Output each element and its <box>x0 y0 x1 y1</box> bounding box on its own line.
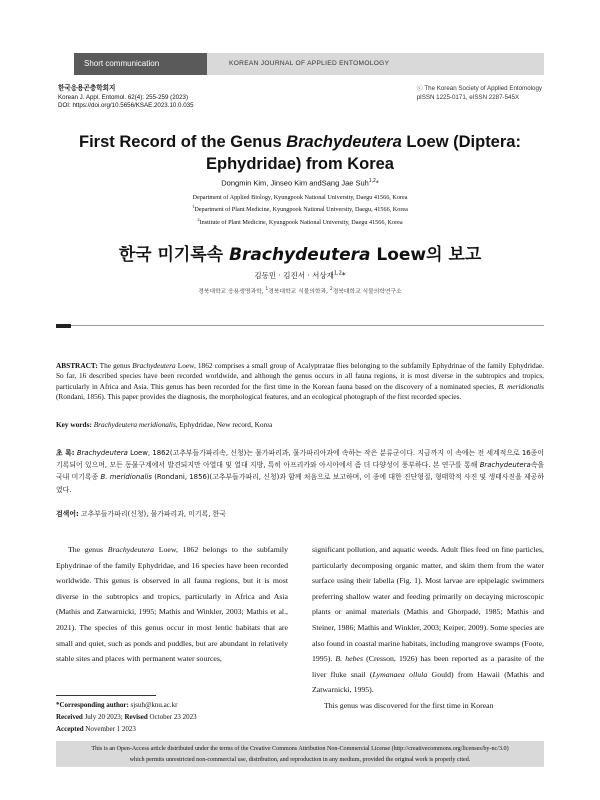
corresponding-author: *Corresponding author: sjsuh@knu.ac.kr <box>56 701 178 709</box>
divider-accent <box>56 324 71 328</box>
accepted-date: Accepted November 1 2023 <box>56 725 136 733</box>
title-genus: Brachydeutera <box>286 133 402 151</box>
korean-affiliations: 경북대학교 응용생명과학, $^1$경북대학교 식물의학과, $^2$경북대학교 식물의학연구소 <box>198 287 402 295</box>
society-block <box>417 85 542 102</box>
section-divider <box>56 325 544 326</box>
affiliation-1: $^1$Department of Plant Medicine, Kyungpook National University, Daegu, 41566, Korea <box>192 204 408 214</box>
paper-title: First Record of the Genus Brachydeutera Loew (Diptera: Ephydridae) from Korea <box>79 133 521 173</box>
korean-title: 한국 미기록속 Brachydeutera Loew의 보고 <box>118 245 482 265</box>
korean-keywords: 검색어: 고추부들가파리(신청), 물가파리과, 미기록, 한국 <box>56 510 226 518</box>
footnotes <box>56 699 197 735</box>
korean-authors: 김동민 · 김진서 · 서상재$^{1,2}$* <box>254 270 346 280</box>
keywords: Key words: Brachydeutera meridionalis, Ephydridae, New record, Korea <box>56 420 273 429</box>
body-column-right <box>312 542 544 714</box>
license-line-2: which permits unrestricted non-commercial use, distribution, and reproduction in any medium, provided the original work is properly cited. <box>129 756 471 763</box>
body-column-left <box>56 542 288 667</box>
affiliation-0: Department of Applied Biology, Kyungpook National University, Daegu 41566, Korea <box>192 194 408 201</box>
license-line-1: This is an Open-Access article distributed under the terms of the Creative Commons Attribution Non-Commercial License (http://creativecommons.org/licenses/by-nc/3.0) <box>91 746 509 752</box>
korean-abstract: 초 록: Brachydeutera Loew, 1862(고추부들가파리속, 신청)는 물가파리과, 물가파리아과에 속하는 작은 분류군이다. 지금까지 이 속에는 전 세계적으로 16종이 기록되어 있으며, 모든 동물구계에서 발견되지만 아열대 및 열대 지방, 특히 아프리카와 아시아에서 좀 더 다양성이 풍부하다. 본 연구를 통해 Brachydeutera속을 국내 미기록종 B. meridionalis (Rondani, 1856)(고추부들가파리, 신청)과 함께 처음으로 보고하며, 이 종에 대한 진단형질, 형태학적 사진 및 생태사진을 제공하였다. <box>56 449 544 494</box>
dates: Received July 20 2023; Revised October 23 2023 <box>56 713 197 721</box>
journal-kr: 한국응용곤충학회지 <box>58 85 116 92</box>
copyright: ⓒ The Korean Society of Applied Entomology <box>416 85 542 92</box>
author-email[interactable]: sjsuh@knu.ac.kr <box>128 701 178 709</box>
journal-name: KOREAN JOURNAL OF APPLIED ENTOMOLOGY <box>229 60 390 67</box>
license-box <box>56 741 544 767</box>
body-paragraph: The genus Brachydeutera Loew, 1862 belongs to the subfamily Ephydrinae of the family Ephydridae, and 16 species have been recorded worldwide. This genus is observed in all fauna regions, but it is most diverse in the subtropics and tropics, particularly in Africa and Asia (Mathis and Zatwarnicki, 1995; Mathis and Winkler, 2003; Mathis et al., 2021). The species of this genus occur in most lentic habitats that are small and quiet, such as ponds and puddles, but are abundant in relatively stable sites and places with permanent water sources, <box>56 545 289 664</box>
abstract: ABSTRACT: The genus Brachydeutera Loew, 1862 comprises a small group of Acalyptratae flies belonging to the subfamily Ephydrinae of the family Ephydridae. So far, 16 described species have been recorded worldwide, and although the genus occurs in all fauna regions, it is most diverse in the subtropics and tropics, particularly in Africa and Asia. This genus has been recorded for the first time in the Korean fauna based on the discovery of a nominated species, B. meridionalis (Rondani, 1856). This paper provides the diagnosis, the morphological features, and an ecological photograph of the first recorded species. <box>56 361 544 401</box>
authors: Dongmin Kim, Jinseo Kim andSang Jae Suh$^{1,2}$* <box>221 178 379 188</box>
header-bar <box>74 53 544 75</box>
affiliations <box>0 193 600 227</box>
issn: pISSN 1225-0171, eISSN 2287-545X <box>416 93 520 101</box>
affiliation-2: $^2$Institute of Plant Medicine, Kyungpook National University, Daegu 41566, Korea <box>197 216 403 226</box>
citation-ref: Korean J. Appl. Entomol. 62(4): 255-259 (2023) <box>58 93 189 101</box>
body-paragraph: This genus was discovered for the first time in Korean <box>324 700 494 710</box>
doi-link[interactable]: DOI: https://doi.org/10.5656/KSAE.2023.10.0.035 <box>58 102 194 110</box>
citation-block <box>58 85 194 111</box>
kr-title-genus: Brachydeutera <box>229 245 371 265</box>
section-label: Short communication <box>74 53 207 75</box>
footnote-rule <box>56 695 156 696</box>
body-paragraph: significant pollution, and aquatic weeds. Adult flies feed on fine particles, particularly decomposing organic matter, and skim them from the water surface using their labella (Fig. 1). Most larvae are epipelagic swimmers preferring shallow water and feeding primarily on decaying microscopic plants or animal materials (Mathis and Ghorpadé, 1985; Mathis and Steiner, 1986; Mathis and Winkler, 2003; Keiper, 2009). Some species are also found in coastal marine habitats, including mangrove swamps (Foote, 1995). B. hebes (Cresson, 1926) has been reported as a parasite of the liver fluke snail (Lymanaea ollula Gould) from Hawaii (Mathis and Zatwarnicki, 1995). <box>312 545 544 695</box>
